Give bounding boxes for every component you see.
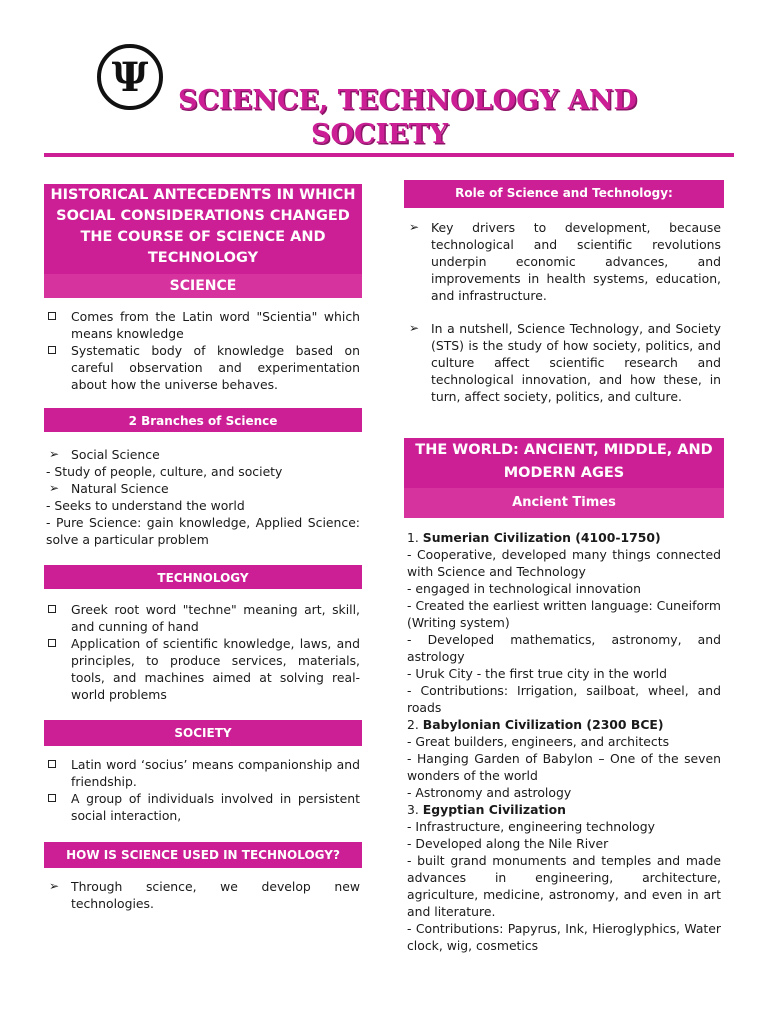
egyptian-title: 3. Egyptian Civilization [407,802,566,817]
role-heading: Role of Science and Technology: [404,180,724,208]
society-heading: SOCIETY [44,720,362,746]
ancient-times-subheading: Ancient Times [404,488,724,518]
how-used-heading: HOW IS SCIENCE USED IN TECHNOLOGY? [44,842,362,868]
list-item: - Developed along the Nile River [407,836,609,851]
civilizations-content [407,529,721,954]
list-item: - Astronomy and astrology [407,785,572,800]
list-item: ➢ Key drivers to development, because technological and scientific revolutions underpin economic advances, and improvements in health systems, education, and infrastructure. [409,220,721,303]
list-item: Comes from the Latin word "Scientia" which means knowledge [46,308,360,342]
babylonian-title: 2. Babylonian Civilization (2300 BCE) [407,717,664,732]
world-heading: THE WORLD: ANCIENT, MIDDLE, AND MODERN AGES [415,442,713,481]
technology-heading: TECHNOLOGY [44,565,362,589]
world-heading-box [404,438,724,518]
natural-science-desc: - Seeks to understand the world [46,498,245,513]
social-science-desc: - Study of people, culture, and society [46,464,283,479]
branches-heading: 2 Branches of Science [44,408,362,432]
science-bullets [46,308,360,393]
list-item: - Developed mathematics, astronomy, and astrology [407,632,721,664]
technology-bullets [46,601,360,703]
list-item: Application of scientific knowledge, laws, and principles, to produce services, materials, tools, and machines aimed at solving real-world problems [46,635,360,703]
list-item: ➢ Natural Science [49,481,169,496]
list-item: Greek root word "techne" meaning art, skill, and cunning of hand [46,601,360,635]
list-item: ➢ Through science, we develop new technologies. [49,879,360,911]
arrow-bullet-icon: ➢ [49,879,60,893]
arrow-bullet-icon: ➢ [49,481,60,495]
how-used-content [46,878,360,912]
list-item: - Created the earliest written language: Cuneiform (Writing system) [407,598,721,630]
list-item: - Hanging Garden of Babylon – One of the seven wonders of the world [407,751,721,783]
list-item: A group of individuals involved in persistent social interaction, [46,790,360,824]
list-item: - engaged in technological innovation [407,581,641,596]
checkbox-bullet-icon [48,312,56,320]
title-line-1: SCIENCE, TECHNOLOGY AND [178,85,637,116]
list-item: - Great builders, engineers, and architects [407,734,670,749]
society-bullets [46,756,360,824]
list-item: - Contributions: Irrigation, sailboat, wheel, and roads [407,683,721,715]
arrow-bullet-icon: ➢ [409,220,420,234]
checkbox-bullet-icon [48,639,56,647]
page-title [178,84,718,152]
list-item: - Cooperative, developed many things connected with Science and Technology [407,547,721,579]
arrow-bullet-icon: ➢ [409,321,420,335]
list-item: - Contributions: Papyrus, Ink, Hieroglyphics, Water clock, wig, cosmetics [407,921,721,953]
list-item: - Uruk City - the first true city in the world [407,666,667,681]
arrow-bullet-icon: ➢ [49,447,60,461]
historical-antecedents-heading: HISTORICAL ANTECEDENTS IN WHICH SOCIAL CONSIDERATIONS CHANGED THE COURSE OF SCIENCE AND TECHNOLOGY [50,187,356,266]
pure-applied-desc: - Pure Science: gain knowledge, Applied Science: solve a particular problem [46,515,360,547]
psi-logo-icon [97,44,163,110]
list-item: ➢ In a nutshell, Science Technology, and Society (STS) is the study of how society, politics, and culture affect scientific research and technological innovation, and how these, in turn, affect society, politics, and culture. [409,321,721,404]
historical-antecedents-heading-box [44,184,362,298]
checkbox-bullet-icon [48,760,56,768]
list-item: - Infrastructure, engineering technology [407,819,655,834]
role-bullets [406,219,721,405]
list-item: - built grand monuments and temples and made advances in engineering, architecture, agriculture, medicine, astronomy, and even in art and literature. [407,853,721,919]
checkbox-bullet-icon [48,346,56,354]
title-divider [44,153,734,157]
title-line-2: SOCIETY [311,119,449,150]
list-item: Latin word ‘socius’ means companionship and friendship. [46,756,360,790]
branches-content [46,446,360,548]
svg-text:Ψ: Ψ [111,54,149,100]
checkbox-bullet-icon [48,605,56,613]
checkbox-bullet-icon [48,794,56,802]
science-subheading: SCIENCE [44,274,362,298]
list-item: ➢ Social Science [49,447,160,462]
sumerian-title: 1. Sumerian Civilization (4100-1750) [407,530,661,545]
list-item: Systematic body of knowledge based on careful observation and experimentation about how the universe behaves. [46,342,360,393]
